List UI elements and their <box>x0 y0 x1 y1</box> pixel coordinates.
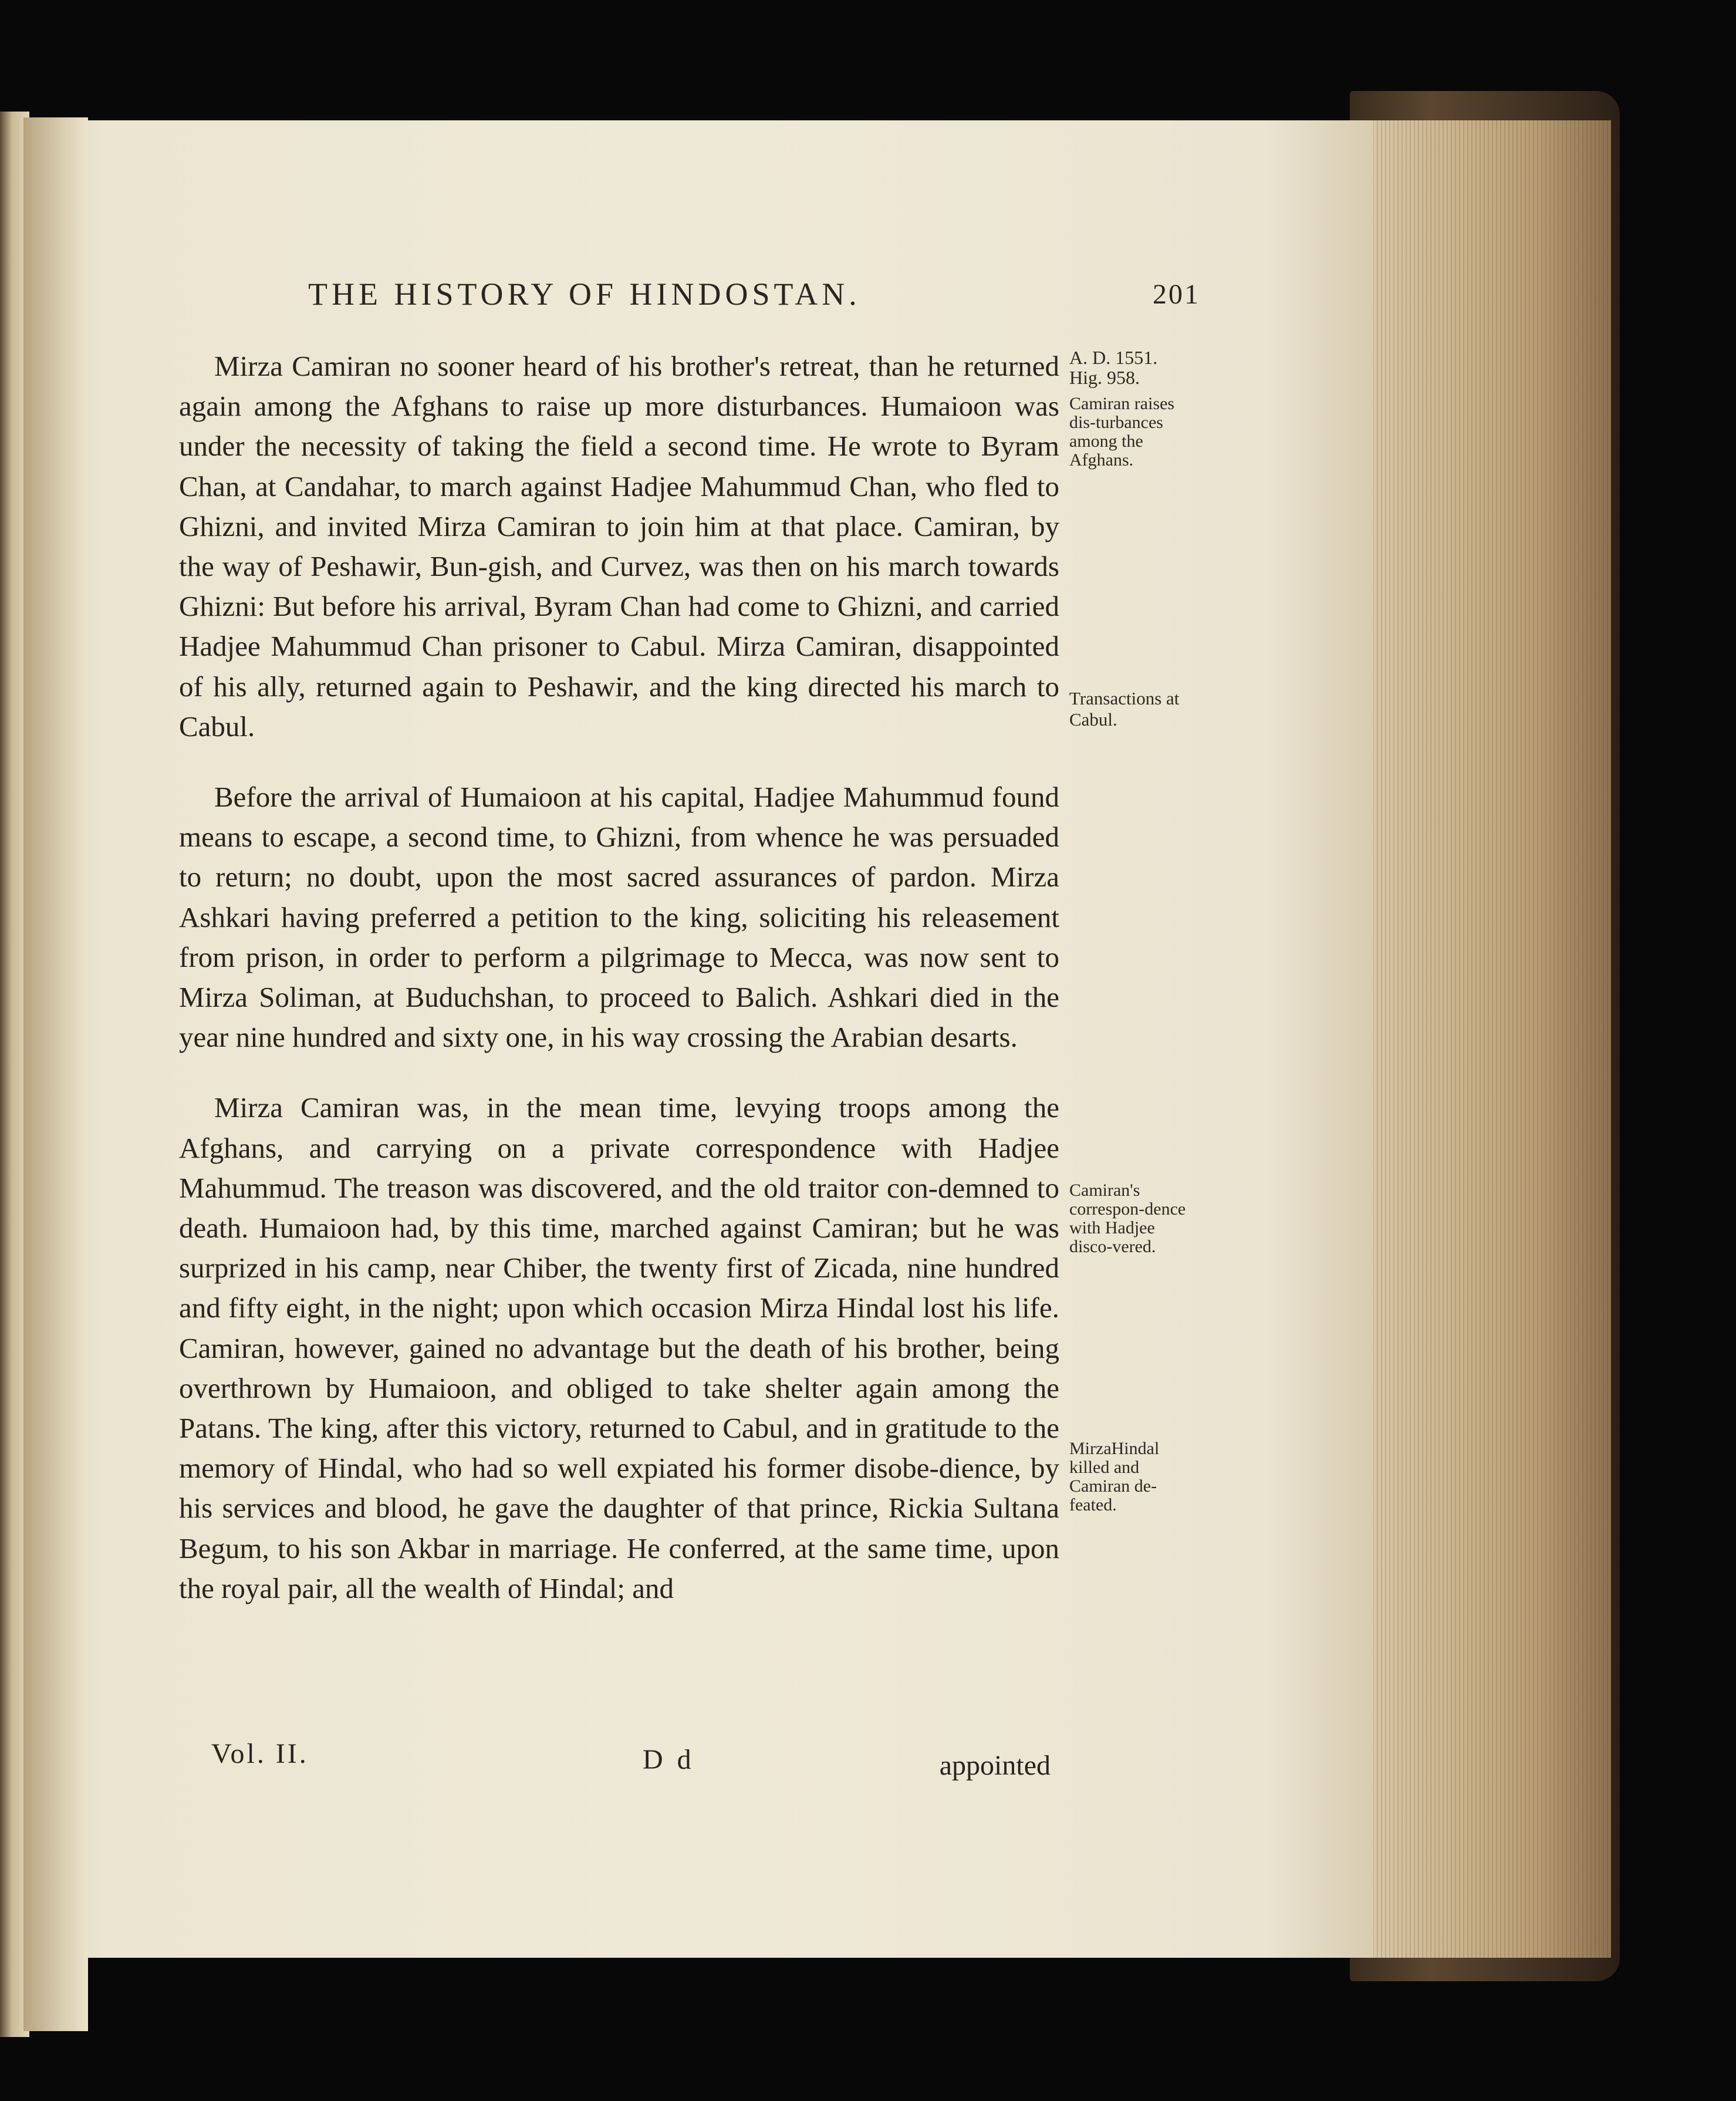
signature-mark: D d <box>643 1744 695 1775</box>
margin-note-disturbances: Camiran raises dis-turbances among the Afghans. <box>1069 394 1175 470</box>
paragraph-2: Before the arrival of Humaioon at his capital, Hadjee Mahummud found means to escape, a second time, to Ghizni, from whence he was persuaded to return; no doubt, upon the most sacred assurances of pardon. Mirza Ashkari having preferred a petition to the king, soliciting his releasement from prison, in order to perform a pilgrimage to Mecca, was now sent to Mirza Soliman, at Buduchshan, to proceed to Balich. Ashkari died in the year nine hundred and sixty one, in his way crossing the Arabian desarts. <box>179 781 1059 1054</box>
page-gutter <box>23 117 88 2031</box>
running-title: THE HISTORY OF HINDOSTAN. <box>308 276 861 312</box>
margin-note-correspondence: Camiran's correspon-dence with Hadjee disco-vered. <box>1069 1181 1186 1256</box>
body-text <box>179 346 1059 1608</box>
paragraph-3: Mirza Camiran was, in the mean time, levying troops among the Afghans, and carrying on a private correspondence with Hadjee Mahummud. The treason was discovered, and the old traitor con-demned to death. Humaioon had, by this time, marched against Camiran; but he was surprized in his camp, near Chiber, the twenty first of Zicada, nine hundred and fifty eight, in the night; upon which occasion Mirza Hindal lost his life. Camiran, however, gained no advantage but the death of his brother, being overthrown by Humaioon, and obliged to take shelter again among the Patans. The king, after this victory, returned to Cabul, and in gratitude to the memory of Hindal, who had so well expiated his former disobe-dience, by his services and blood, he gave the daughter of that prince, Rickia Sultana Begum, to his son Akbar in marriage. He conferred, at the same time, upon the royal pair, all the wealth of Hindal; and <box>179 1091 1059 1604</box>
margin-date <box>1069 348 1187 387</box>
volume-label: Vol. II. <box>211 1738 309 1769</box>
margin-note-transactions: Transactions at Cabul. <box>1069 688 1180 730</box>
margin-note-hindal-killed: MirzaHindal killed and Camiran de-feated. <box>1069 1439 1160 1515</box>
paragraph-1: Mirza Camiran no sooner heard of his brother's retreat, than he returned again among the Afghans to raise up more disturbances. Humaioon was under the necessity of taking the field a second time. He wrote to Byram Chan, at Candahar, to march against Hadjee Mahummud Chan, who fled to Ghizni, and invited Mirza Camiran to join him at that place. Camiran, by the way of Peshawir, Bun-gish, and Curvez, was then on his march towards Ghizni: But before his arrival, Byram Chan had come to Ghizni, and carried Hadjee Mahummud Chan prisoner to Cabul. Mirza Camiran, disappointed of his ally, returned again to Peshawir, and the king directed his march to Cabul. <box>179 350 1059 743</box>
page-number: 201 <box>1153 279 1200 310</box>
margin-date-ad: A. D. 1551. <box>1069 347 1158 368</box>
page-fore-edge <box>1365 120 1611 1958</box>
margin-date-hijri: Hig. 958. <box>1069 367 1140 388</box>
catchword: appointed <box>939 1750 1051 1781</box>
